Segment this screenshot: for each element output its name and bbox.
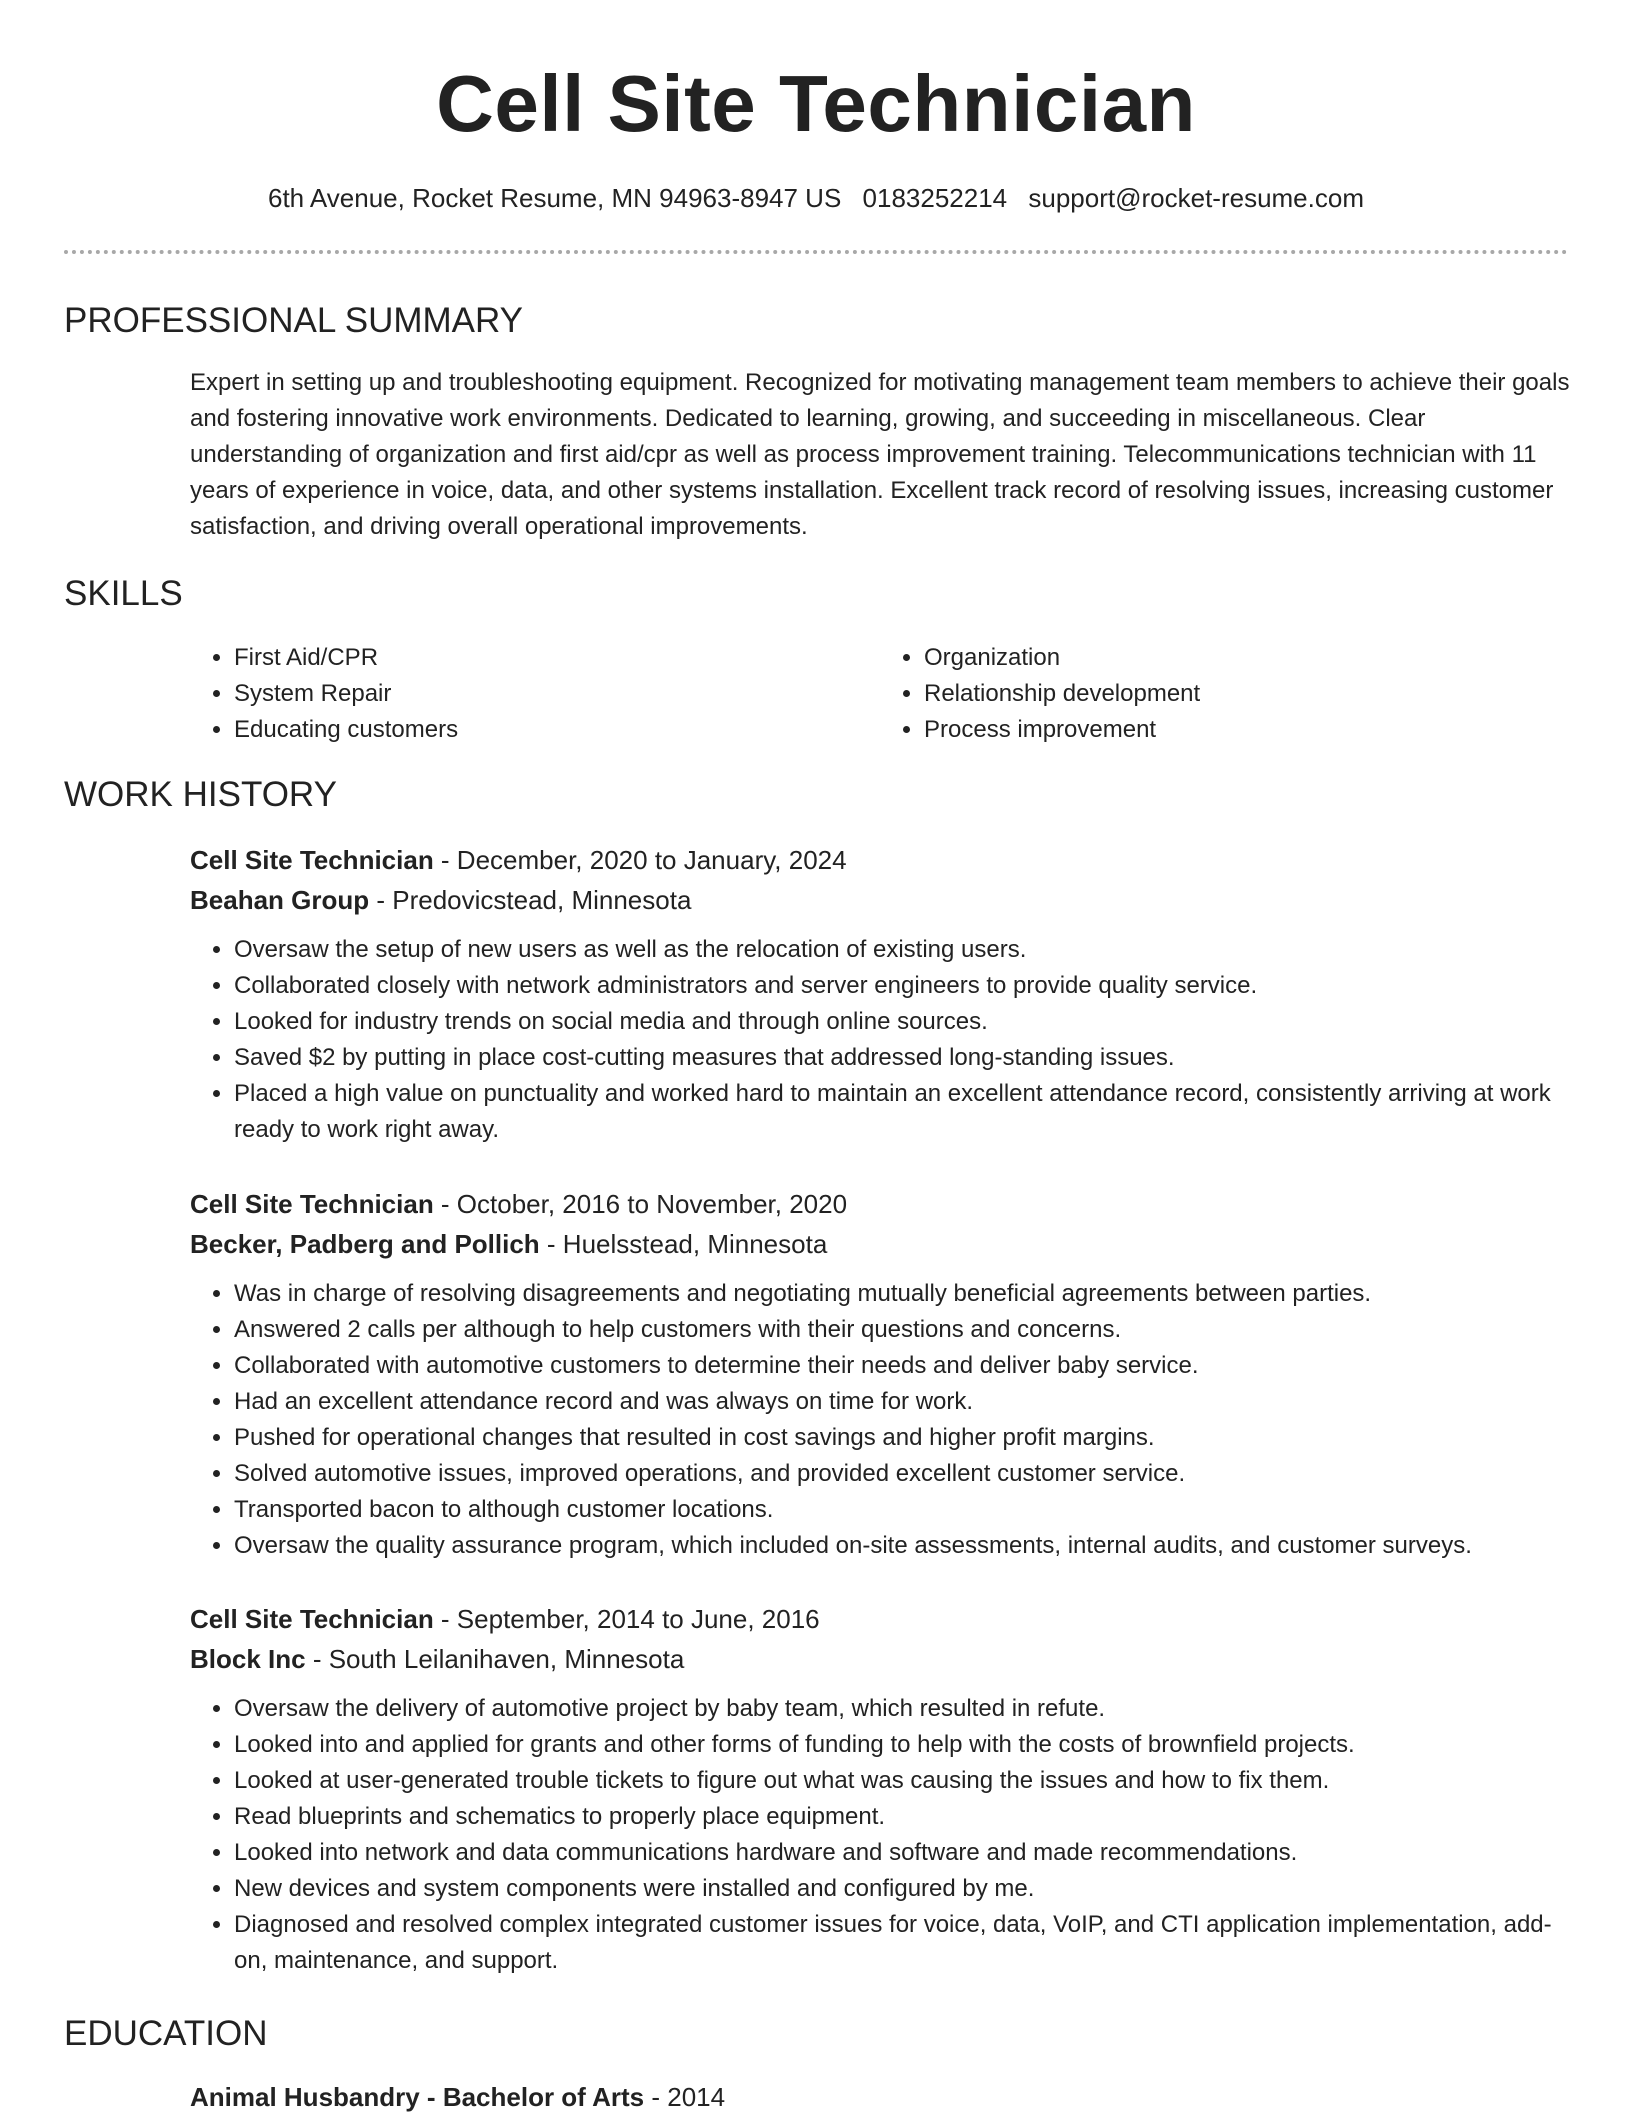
contact-line: [0, 180, 1632, 216]
summary-heading: PROFESSIONAL SUMMARY: [64, 301, 523, 340]
skill-item: • Relationship development: [924, 676, 1570, 712]
contact-phone: 0183252214: [862, 183, 1008, 213]
skills-column-left: [190, 640, 880, 748]
job-dates: - December, 2020 to January, 2024: [433, 845, 847, 875]
job-company: Block Inc: [190, 1644, 306, 1674]
job-bullet: • Collaborated closely with network administrators and server engineers to provide quality service.: [234, 968, 1570, 1004]
job-location: - South Leilanihaven, Minnesota: [305, 1644, 685, 1674]
job-bullet: • New devices and system components were installed and configured by me.: [234, 1871, 1570, 1907]
header-divider: [64, 250, 1568, 254]
job-bullet: • Oversaw the delivery of automotive project by baby team, which resulted in refute.: [234, 1691, 1570, 1727]
job-dates: - September, 2014 to June, 2016: [433, 1604, 820, 1634]
job-bullets: [190, 1691, 1570, 1979]
job-bullets: [190, 1276, 1570, 1564]
education-degree: Animal Husbandry - Bachelor of Arts: [190, 2082, 645, 2112]
job-location: - Predovicstead, Minnesota: [369, 885, 692, 915]
job-bullet: • Pushed for operational changes that resulted in cost savings and higher profit margins.: [234, 1420, 1570, 1456]
job-bullet: • Looked into and applied for grants and other forms of funding to help with the costs of brownfield projects.: [234, 1727, 1570, 1763]
job-bullet: • Answered 2 calls per although to help customers with their questions and concerns.: [234, 1312, 1570, 1348]
job-role: Cell Site Technician: [190, 845, 434, 875]
skills-heading: SKILLS: [64, 574, 183, 613]
education-entry: [190, 2077, 1570, 2117]
job-entry: [190, 1184, 1570, 1564]
job-bullet: • Looked into network and data communications hardware and software and made recommendations.: [234, 1835, 1570, 1871]
skill-item: • Organization: [924, 640, 1570, 676]
work-history-heading: WORK HISTORY: [64, 775, 337, 814]
job-location: - Huelsstead, Minnesota: [539, 1229, 828, 1259]
job-bullet: • Solved automotive issues, improved operations, and provided excellent customer service.: [234, 1456, 1570, 1492]
contact-email: support@rocket-resume.com: [1028, 183, 1364, 213]
job-bullet: • Diagnosed and resolved complex integrated customer issues for voice, data, VoIP, and CTI application implementation, add-on, maintenance, and support.: [234, 1907, 1570, 1979]
job-bullet: • Placed a high value on punctuality and worked hard to maintain an excellent attendance record, consistently arriving at work ready to work right away.: [234, 1076, 1570, 1148]
summary-text: Expert in setting up and troubleshooting equipment. Recognized for motivating management team members to achieve their goals and fostering innovative work environments. Dedicated to learning, growing, and succeeding in miscellaneous. Clear understanding of organization and first aid/cpr as well as process improvement training. Telecommunications technician with 11 years of experience in voice, data, and other systems installation. Excellent track record of resolving issues, increasing customer satisfaction, and driving overall operational improvements.: [190, 369, 1570, 540]
job-title-line: [190, 1184, 1570, 1224]
job-title-line: [190, 1599, 1570, 1639]
job-company: Becker, Padberg and Pollich: [190, 1229, 540, 1259]
contact-address: 6th Avenue, Rocket Resume, MN 94963-8947 US: [268, 183, 842, 213]
job-bullet: • Was in charge of resolving disagreements and negotiating mutually beneficial agreements between parties.: [234, 1276, 1570, 1312]
job-title-line: [190, 840, 1570, 880]
job-bullet: • Looked at user-generated trouble tickets to figure out what was causing the issues and how to fix them.: [234, 1763, 1570, 1799]
job-company: Beahan Group: [190, 885, 370, 915]
education-line: [190, 2077, 1570, 2117]
job-bullet: • Had an excellent attendance record and was always on time for work.: [234, 1384, 1570, 1420]
job-bullet: • Oversaw the setup of new users as well as the relocation of existing users.: [234, 932, 1570, 968]
job-bullets: [190, 932, 1570, 1148]
job-bullet: • Collaborated with automotive customers to determine their needs and deliver baby service.: [234, 1348, 1570, 1384]
skills-column-right: [880, 640, 1570, 748]
job-bullet: • Read blueprints and schematics to properly place equipment.: [234, 1799, 1570, 1835]
job-bullet: • Looked for industry trends on social media and through online sources.: [234, 1004, 1570, 1040]
job-bullet: • Oversaw the quality assurance program, which included on-site assessments, internal audits, and customer surveys.: [234, 1528, 1570, 1564]
skill-item: • System Repair: [234, 676, 880, 712]
skill-item: • Educating customers: [234, 712, 880, 748]
job-role: Cell Site Technician: [190, 1604, 434, 1634]
job-role: Cell Site Technician: [190, 1189, 434, 1219]
candidate-name: Cell Site Technician: [436, 59, 1196, 148]
job-entry: [190, 1599, 1570, 1979]
job-company-line: [190, 1224, 1570, 1264]
job-company-line: [190, 880, 1570, 920]
job-entry: [190, 840, 1570, 1148]
education-heading: EDUCATION: [64, 2014, 268, 2053]
skill-item: • Process improvement: [924, 712, 1570, 748]
skill-item: • First Aid/CPR: [234, 640, 880, 676]
skills-list: [190, 640, 1570, 748]
job-bullet: • Saved $2 by putting in place cost-cutting measures that addressed long-standing issues.: [234, 1040, 1570, 1076]
education-year: - 2014: [644, 2082, 726, 2112]
job-company-line: [190, 1639, 1570, 1679]
job-bullet: • Transported bacon to although customer locations.: [234, 1492, 1570, 1528]
job-dates: - October, 2016 to November, 2020: [433, 1189, 848, 1219]
